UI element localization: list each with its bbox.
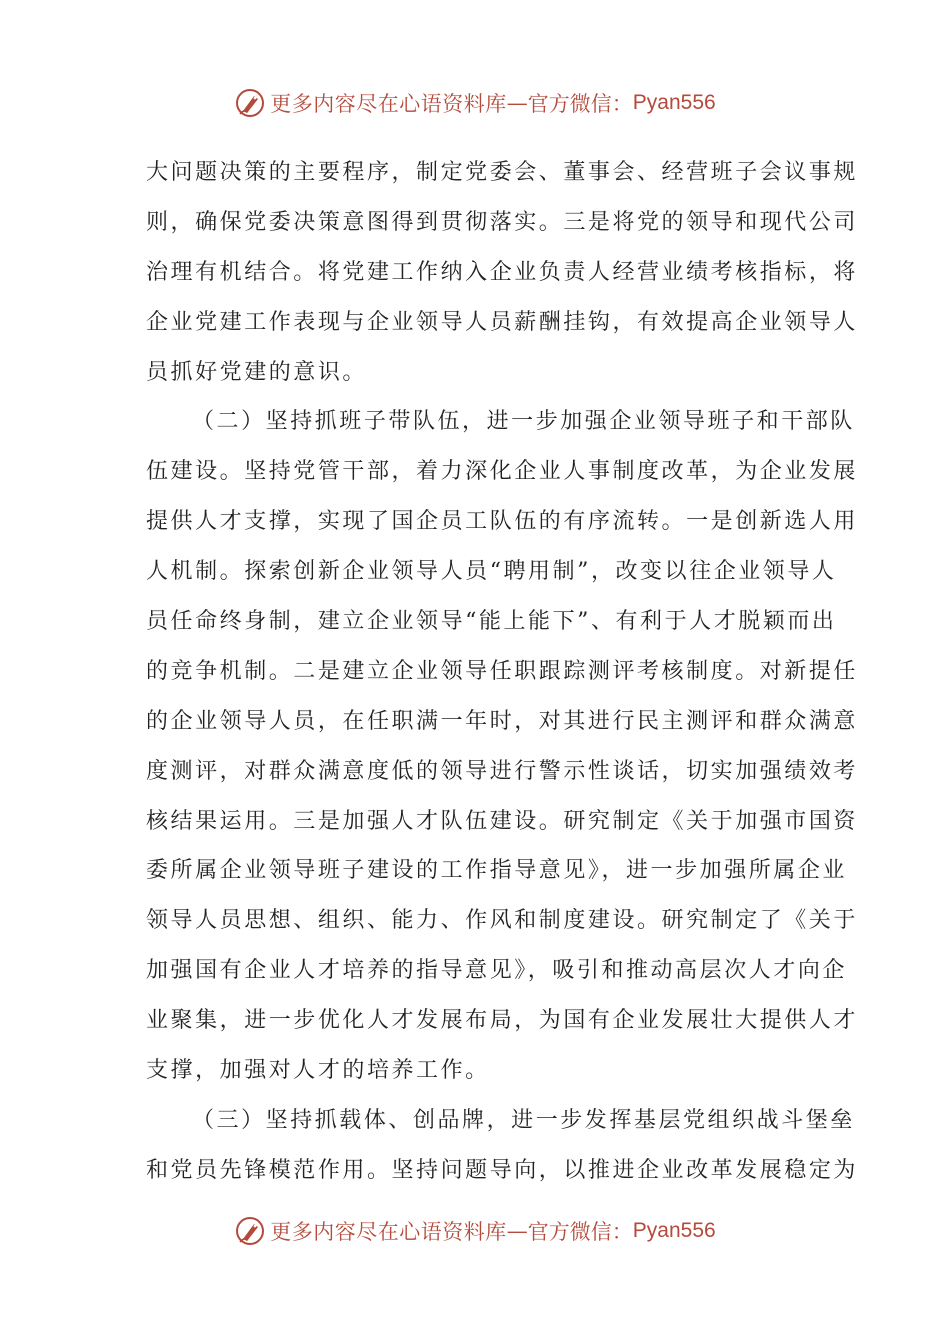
banner-wechat-label: 官方微信： bbox=[527, 92, 633, 116]
text-line: 则，确保党委决策意图得到贯彻落实。三是将党的领导和现代公司 bbox=[146, 209, 858, 235]
paragraph-start-line: （二）坚持抓班子带队伍，进一步加强企业领导班子和干部队 bbox=[192, 409, 855, 435]
pen-nib-logo-icon bbox=[234, 1215, 266, 1247]
banner-separator: — bbox=[506, 1219, 528, 1243]
banner-wechat-label: 官方微信： bbox=[527, 1220, 633, 1244]
header-banner bbox=[0, 83, 950, 123]
text-line: 领导人员思想、组织、能力、作风和制度建设。研究制定了《关于 bbox=[146, 908, 858, 934]
pen-nib-logo-icon bbox=[234, 87, 266, 119]
banner-site-name: 更多内容尽在心语资料库 bbox=[270, 92, 507, 116]
text-line: 人机制。探索创新企业领导人员“聘用制”，改变以往企业领导人 bbox=[146, 559, 837, 585]
banner-wechat-id: Pyan556 bbox=[632, 91, 716, 114]
text-line: 度测评，对群众满意度低的领导进行警示性谈话，切实加强绩效考 bbox=[146, 758, 858, 784]
text-line: 的企业领导人员，在任职满一年时，对其进行民主测评和群众满意 bbox=[146, 708, 858, 734]
banner-site-name: 更多内容尽在心语资料库 bbox=[270, 1220, 507, 1244]
text-line: 委所属企业领导班子建设的工作指导意见》，进一步加强所属企业 bbox=[146, 858, 847, 884]
text-line: 员抓好党建的意识。 bbox=[146, 359, 367, 385]
text-line: 大问题决策的主要程序，制定党委会、董事会、经营班子会议事规 bbox=[146, 160, 858, 185]
footer-banner bbox=[0, 1211, 950, 1251]
text-line: 员任命终身制，建立企业领导“能上能下”、有利于人才脱颖而出 bbox=[146, 609, 837, 635]
text-line: 核结果运用。三是加强人才队伍建设。研究制定《关于加强市国资 bbox=[146, 808, 858, 834]
text-line: 业聚集，进一步优化人才发展布局，为国有企业发展壮大提供人才 bbox=[146, 1008, 858, 1034]
document-body bbox=[146, 148, 858, 1196]
text-line: 和党员先锋模范作用。坚持问题导向，以推进企业改革发展稳定为 bbox=[146, 1157, 858, 1183]
text-line: 的竞争机制。二是建立企业领导任职跟踪测评考核制度。对新提任 bbox=[146, 658, 858, 684]
banner-separator: — bbox=[506, 91, 528, 115]
text-line: 支撑，加强对人才的培养工作。 bbox=[146, 1058, 490, 1084]
text-line: 提供人才支撑，实现了国企员工队伍的有序流转。一是创新选人用 bbox=[146, 509, 858, 535]
text-line: 伍建设。坚持党管干部，着力深化企业人事制度改革，为企业发展 bbox=[146, 459, 858, 485]
text-line: 治理有机结合。将党建工作纳入企业负责人经营业绩考核指标，将 bbox=[146, 259, 858, 285]
banner-wechat-id: Pyan556 bbox=[632, 1219, 716, 1242]
paragraph-start-line: （三）坚持抓载体、创品牌，进一步发挥基层党组织战斗堡垒 bbox=[192, 1107, 855, 1133]
text-line: 加强国有企业人才培养的指导意见》，吸引和推动高层次人才向企 bbox=[146, 958, 847, 984]
text-line: 企业党建工作表现与企业领导人员薪酬挂钩，有效提高企业领导人 bbox=[146, 309, 858, 335]
